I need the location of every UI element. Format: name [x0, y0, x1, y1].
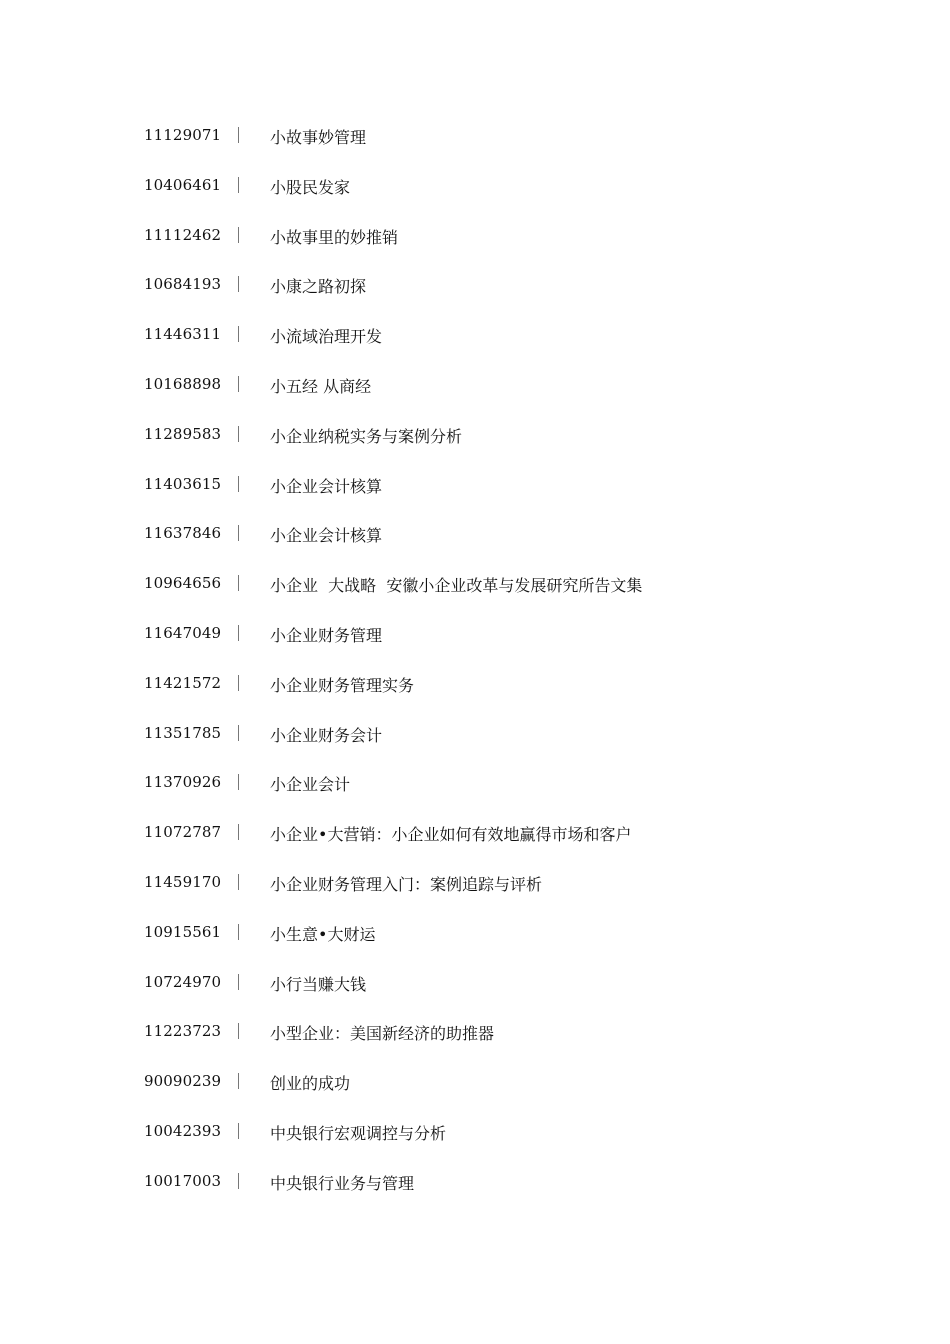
book-code: 11647049: [144, 623, 222, 642]
book-title: 小股民发家: [270, 177, 351, 197]
book-title: 小企业会计核算: [270, 526, 383, 546]
list-item: [0, 1109, 950, 1159]
separator: [238, 874, 239, 890]
list-item: [0, 412, 950, 462]
book-title: 小企业财务管理入门：案例追踪与评析: [270, 874, 543, 894]
book-code: 10042393: [144, 1121, 222, 1140]
book-code: 90090239: [144, 1072, 222, 1091]
list-item: [0, 960, 950, 1010]
book-code: 11459170: [144, 872, 222, 891]
book-code: 11129071: [144, 126, 222, 144]
list-item: [0, 511, 950, 561]
separator: [238, 575, 239, 591]
book-title: 小生意•大财运: [270, 924, 376, 944]
separator: [238, 1073, 239, 1089]
list-item: [0, 1159, 950, 1209]
separator: [238, 1123, 239, 1139]
book-title: 小企业财务管理: [270, 625, 383, 645]
separator: [238, 426, 239, 442]
book-title: 中央银行业务与管理: [270, 1173, 415, 1193]
separator: [238, 276, 239, 292]
list-item: [0, 163, 950, 213]
list-item: [0, 860, 950, 910]
book-code: 11446311: [144, 325, 222, 344]
book-title: 小企业纳税实务与案例分析: [270, 426, 463, 446]
book-title: 小行当赚大钱: [270, 974, 367, 994]
list-item: [0, 760, 950, 810]
book-title: 小故事妙管理: [270, 128, 367, 147]
separator: [238, 924, 239, 940]
list-item: [0, 1059, 950, 1109]
list-item: [0, 810, 950, 860]
list-item: [0, 113, 950, 163]
separator: [238, 476, 239, 492]
separator: [238, 725, 239, 741]
book-list: [0, 113, 950, 1209]
list-item: [0, 362, 950, 412]
list-item: [0, 462, 950, 512]
separator: [238, 974, 239, 990]
book-title: 小企业会计核算: [270, 476, 383, 496]
book-title: 中央银行宏观调控与分析: [270, 1123, 447, 1143]
book-code: 11637846: [144, 524, 222, 543]
separator: [238, 376, 239, 392]
book-code: 11289583: [144, 424, 222, 443]
list-item: [0, 312, 950, 362]
list-item: [0, 711, 950, 761]
book-code: 10406461: [144, 175, 222, 194]
book-code: 10964656: [144, 574, 222, 593]
list-item: [0, 1009, 950, 1059]
separator: [238, 824, 239, 840]
separator: [238, 625, 239, 641]
separator: [238, 525, 239, 541]
list-item: [0, 262, 950, 312]
book-code: 11370926: [144, 773, 222, 792]
book-code: 11421572: [144, 673, 222, 692]
book-code: 10724970: [144, 972, 222, 991]
book-code: 11351785: [144, 723, 222, 742]
separator: [238, 326, 239, 342]
book-title: 小型企业：美国新经济的助推器: [270, 1024, 495, 1044]
list-item: [0, 561, 950, 611]
book-code: 10168898: [144, 374, 222, 393]
list-item: [0, 910, 950, 960]
separator: [238, 774, 239, 790]
book-title: 小故事里的妙推销: [270, 227, 399, 247]
separator: [238, 177, 239, 193]
book-code: 10915561: [144, 922, 222, 941]
book-title: 小企业 大战略 安徽小企业改革与发展研究所告文集: [270, 576, 643, 596]
list-item: [0, 611, 950, 661]
book-title: 小企业财务会计: [270, 725, 383, 745]
book-title: 小流域治理开发: [270, 327, 383, 347]
book-title: 小康之路初探: [270, 277, 367, 297]
book-code: 11403615: [144, 474, 222, 493]
list-item: [0, 661, 950, 711]
separator: [238, 675, 239, 691]
book-code: 11112462: [144, 225, 222, 244]
separator: [238, 227, 239, 243]
book-title: 小企业财务管理实务: [270, 675, 415, 695]
separator: [238, 127, 239, 143]
book-code: 10017003: [144, 1171, 222, 1190]
list-item: [0, 213, 950, 263]
separator: [238, 1023, 239, 1039]
book-code: 11072787: [144, 823, 222, 842]
book-title: 小五经 从商经: [270, 376, 372, 396]
separator: [238, 1173, 239, 1189]
book-title: 小企业会计: [270, 775, 351, 795]
book-code: 10684193: [144, 275, 222, 294]
book-code: 11223723: [144, 1022, 222, 1041]
book-title: 小企业•大营销：小企业如何有效地赢得市场和客户: [270, 825, 632, 845]
book-title: 创业的成功: [270, 1074, 351, 1094]
